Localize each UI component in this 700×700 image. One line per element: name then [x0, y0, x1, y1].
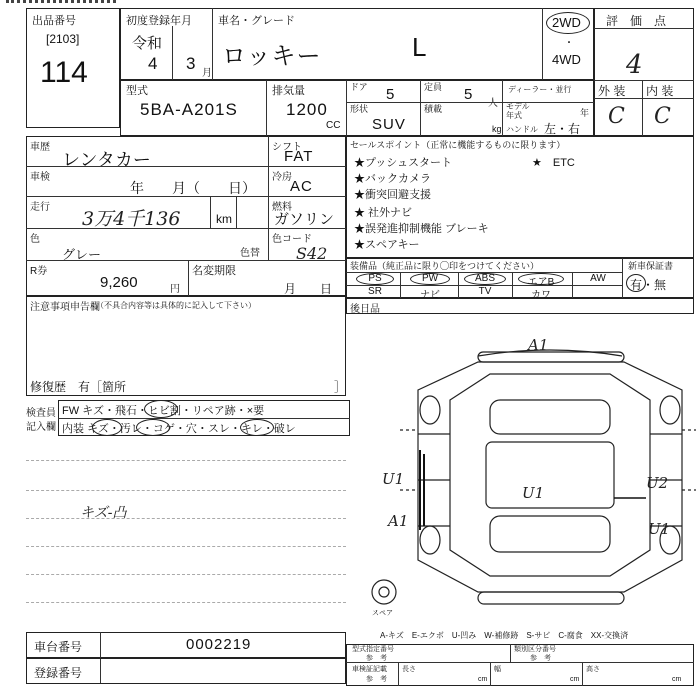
grade: L	[412, 32, 427, 62]
capacity-label: 定員	[424, 82, 443, 92]
divider	[268, 136, 269, 260]
handle-label: ハンドル	[506, 125, 538, 134]
sales-points-label: セールスポイント（正常に機能するものに限ります）	[350, 140, 566, 150]
model-label: 車名・グレード	[218, 15, 295, 27]
divider	[594, 28, 694, 29]
equip-ps: PS	[368, 273, 382, 284]
sales-point-item: ★バックカメラ	[354, 173, 431, 185]
chassis-label: 車台番号	[34, 640, 83, 654]
equipment-label: 装備品（純正品に限り◯印をつけてください）	[350, 261, 540, 271]
class-label: 類別区分番号	[514, 646, 556, 653]
drive-2wd: 2WD	[552, 15, 581, 30]
reg-month: 3	[186, 54, 196, 73]
after-items-box	[346, 298, 694, 314]
divider	[172, 26, 173, 80]
recycle-amount: 9,260	[100, 274, 138, 291]
mileage-value: 3万4千136	[82, 208, 181, 230]
model-name: ロッキー	[222, 43, 322, 70]
divider	[420, 80, 421, 136]
interior-label: 内 装	[646, 84, 674, 98]
sales-point-etc: ★ ETC	[532, 157, 575, 169]
sales-point-item: ★衝突回避支援	[354, 189, 431, 201]
grid-line	[26, 602, 346, 603]
equip-navi: ナビ	[420, 290, 440, 301]
kg-unit: kg	[492, 124, 502, 134]
warranty-circle	[626, 274, 646, 292]
divider	[622, 258, 623, 298]
lot-code: [2103]	[46, 32, 80, 46]
grid-line	[26, 546, 346, 547]
equip-leather: カワ	[531, 290, 551, 301]
drive-4wd: 4WD	[552, 52, 581, 67]
divider	[26, 260, 346, 261]
damage-mark-right-rear: U1	[648, 520, 671, 538]
chassis-value: 0002219	[186, 636, 252, 653]
divider	[346, 102, 594, 103]
km-unit: km	[216, 212, 232, 226]
person-unit: 人	[488, 98, 498, 109]
dealer-label: ディーラー・並行	[508, 85, 572, 94]
damage-mark-left-rear: A1	[388, 512, 409, 530]
type-value: 5BA-A201S	[140, 100, 238, 119]
score-label: 評 価 点	[606, 14, 667, 28]
inspector-row-1: FW キズ・飛石・ヒビ割・リペア跡・×要	[62, 405, 265, 417]
spare-label: スペア	[372, 610, 393, 617]
inspection-value: 年 月（ 日）	[130, 180, 256, 196]
sales-point-item: ★スペアキー	[354, 239, 420, 251]
load-label: 積載	[424, 104, 443, 114]
grid-line	[26, 518, 346, 519]
inspector-label-2: 記入欄	[26, 422, 56, 433]
divider	[400, 272, 401, 298]
inspector-label-1: 検査員	[26, 408, 56, 419]
dims-label: 車検証記載	[352, 666, 387, 673]
divider	[572, 272, 573, 298]
damage-mark-right-front: U2	[646, 474, 669, 492]
divider	[26, 166, 346, 167]
type-cert-label: 型式指定番号	[352, 646, 394, 653]
color-label: 色	[30, 234, 40, 245]
divider	[594, 98, 694, 99]
equip-pw: PW	[421, 273, 439, 284]
dims-ref: 参 考	[366, 676, 387, 683]
divider	[212, 8, 213, 80]
color-code-value: S42	[296, 244, 328, 263]
equip-abs: ABS	[474, 273, 495, 284]
rename-label: 名変期限	[192, 265, 236, 277]
height-label: 高さ	[586, 666, 600, 673]
notes-sub: （不具合内容等は具体的に記入して下さい）	[96, 301, 256, 310]
displacement-value: 1200	[286, 100, 328, 119]
divider	[594, 80, 694, 81]
warranty-label: 新車保証書	[628, 261, 674, 271]
sales-point-item: ★ 社外ナビ	[354, 207, 413, 219]
equip-sr: SR	[368, 286, 382, 297]
color-value: グレー	[62, 247, 102, 262]
grid-line	[26, 490, 346, 491]
sales-point-item: ★誤発進抑制機能 ブレーキ	[354, 223, 489, 235]
divider	[266, 80, 267, 136]
height-cm: cm	[672, 676, 682, 683]
divider	[210, 196, 211, 228]
divider	[542, 8, 543, 80]
divider	[26, 228, 346, 229]
cc-unit: CC	[326, 120, 341, 131]
handle-value: 左・右	[544, 122, 581, 136]
divider	[398, 662, 399, 686]
inspector-note: キズ-凸	[80, 505, 127, 521]
mark-circle	[136, 419, 170, 436]
equip-aw: AW	[590, 273, 606, 284]
divider	[512, 272, 513, 298]
ac-value: AC	[290, 178, 313, 195]
equip-tv: TV	[478, 286, 492, 297]
divider	[26, 196, 346, 197]
yen-unit: 円	[170, 284, 180, 295]
shift-value: FAT	[284, 148, 314, 165]
width-label: 幅	[494, 666, 501, 673]
color-change-label: 色替	[240, 248, 260, 259]
fuel-value: ガソリン	[274, 211, 335, 228]
grid-line	[26, 574, 346, 575]
divider	[236, 196, 237, 228]
damage-mark-front: A1	[528, 336, 549, 354]
color-code-label: 色コード	[272, 234, 312, 245]
shape-label: 形状	[350, 104, 369, 114]
sales-point-item: ★プッシュスタート	[354, 157, 453, 169]
reg-year: 4	[148, 54, 158, 73]
door-value: 5	[386, 86, 396, 103]
divider	[188, 260, 189, 296]
history-value: レンタカー	[62, 150, 151, 170]
type-label: 型式	[126, 85, 148, 97]
mark-circle	[240, 419, 274, 436]
class-ref: 参 考	[530, 655, 551, 662]
history-label: 車歴	[30, 142, 50, 153]
capacity-value: 5	[464, 86, 474, 103]
divider	[346, 80, 347, 136]
divider	[490, 662, 491, 686]
inspector-row-2: 内装 キズ・汚レ・コゲ・穴・スレ・キレ・破レ	[62, 423, 296, 435]
shift-label: シフト	[272, 142, 302, 153]
drive-dot: ・	[564, 38, 574, 49]
notes-label: 注意事項申告欄	[30, 302, 100, 313]
fuel-label: 燃料	[272, 202, 292, 213]
divider	[502, 80, 503, 136]
ac-label: 冷房	[272, 172, 292, 183]
displacement-label: 排気量	[272, 85, 305, 97]
rename-value: 月 日	[284, 282, 333, 296]
model-year-label: モデル年式	[506, 102, 530, 120]
length-cm: cm	[478, 676, 488, 683]
repair-bracket: ］	[334, 380, 347, 394]
divider	[510, 644, 511, 662]
divider	[458, 272, 459, 298]
grid-line	[26, 460, 346, 461]
door-label: ドア	[350, 82, 368, 92]
lot-label: 出品番号	[32, 15, 76, 27]
type-cert-ref: 参 考	[366, 655, 387, 662]
divider	[642, 80, 643, 136]
reg-label: 初度登録年月	[126, 15, 192, 27]
after-items-label: 後日品	[350, 304, 380, 315]
exterior-score: C	[608, 104, 625, 129]
warranty-value: 有・無	[630, 278, 667, 292]
inspection-label: 車検	[30, 172, 50, 183]
equip-airbag: エアB	[527, 277, 555, 288]
repair-history: 修復歴 有［箇所	[30, 380, 127, 394]
divider	[582, 662, 583, 686]
mark-circle	[92, 419, 122, 436]
score-value: 4	[626, 50, 643, 80]
month-unit: 月	[202, 68, 212, 79]
interior-score: C	[654, 104, 671, 129]
recycle-label: R券	[30, 266, 48, 277]
damage-mark-left-front: U1	[382, 470, 405, 488]
scan-edge	[6, 0, 116, 7]
era: 令和	[132, 35, 163, 52]
registration-label: 登録番号	[34, 666, 83, 680]
length-label: 長さ	[402, 666, 416, 673]
shape-value: SUV	[372, 116, 406, 133]
mileage-label: 走行	[30, 202, 50, 213]
damage-legend: A-キズ E-エクボ U-凹み W-補修跡 S-サビ C-腐食 XX-交換済	[380, 631, 629, 640]
lot-number: 114	[40, 56, 88, 89]
exterior-label: 外 装	[598, 84, 626, 98]
damage-mark-roof: U1	[522, 484, 545, 502]
width-cm: cm	[570, 676, 580, 683]
year-unit: 年	[580, 108, 590, 118]
mark-circle	[144, 400, 178, 418]
